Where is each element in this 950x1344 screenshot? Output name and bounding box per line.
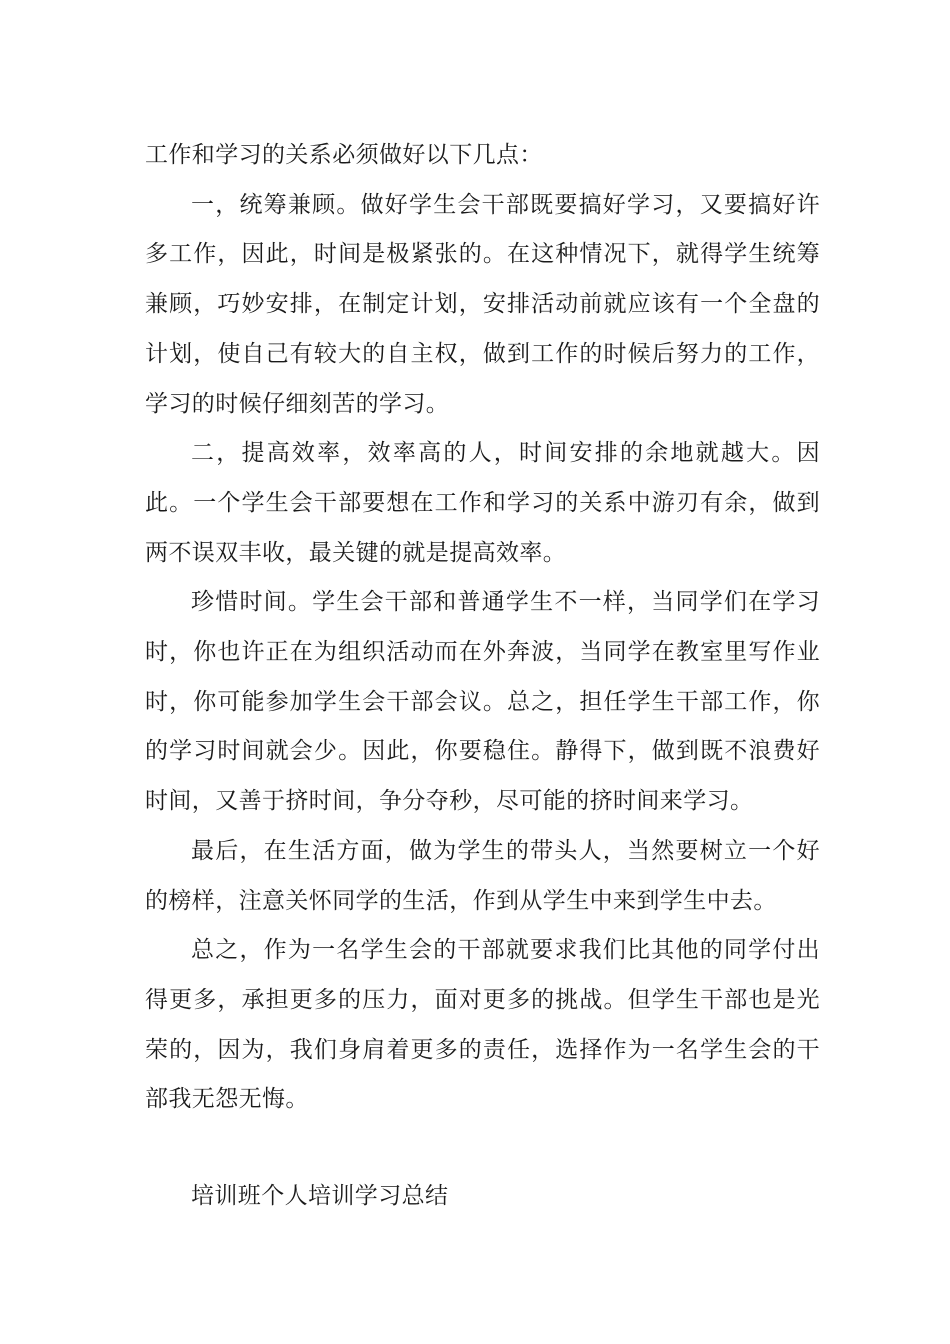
paragraph-life: 最后，在生活方面，做为学生的带头人，当然要树立一个好的榜样，注意关怀同学的生活，作到从学生中来到学生中去。 [145, 837, 820, 914]
paragraph-intro: 工作和学习的关系必须做好以下几点： [145, 142, 543, 168]
section-title: 培训班个人培训学习总结 [191, 1183, 449, 1209]
paragraph-point-one: 一，统筹兼顾。做好学生会干部既要搞好学习，又要搞好许多工作，因此，时间是极紧张的。在这种情况下，就得学生统筹兼顾，巧妙安排，在制定计划，安排活动前就应该有一个全盘的计划，使自己有较大的自主权，做到工作的时候后努力的工作，学习的时候仔细刻苦的学习。 [145, 191, 820, 417]
paragraph-point-two: 二，提高效率，效率高的人，时间安排的余地就越大。因此。一个学生会干部要想在工作和学习的关系中游刃有余，做到两不误双丰收，最关键的就是提高效率。 [145, 440, 820, 566]
paragraph-conclusion: 总之，作为一名学生会的干部就要求我们比其他的同学付出得更多，承担更多的压力，面对更多的挑战。但学生干部也是光荣的，因为，我们身肩着更多的责任，选择作为一名学生会的干部我无怨无悔。 [145, 937, 820, 1113]
document-body [145, 131, 820, 1125]
paragraph-cherish-time: 珍惜时间。学生会干部和普通学生不一样，当同学们在学习时，你也许正在为组织活动而在外奔波，当同学在教室里写作业时，你可能参加学生会干部会议。总之，担任学生干部工作，你的学习时间就会少。因此，你要稳住。静得下，做到既不浪费好时间，又善于挤时间，争分夺秒，尽可能的挤时间来学习。 [145, 589, 820, 815]
